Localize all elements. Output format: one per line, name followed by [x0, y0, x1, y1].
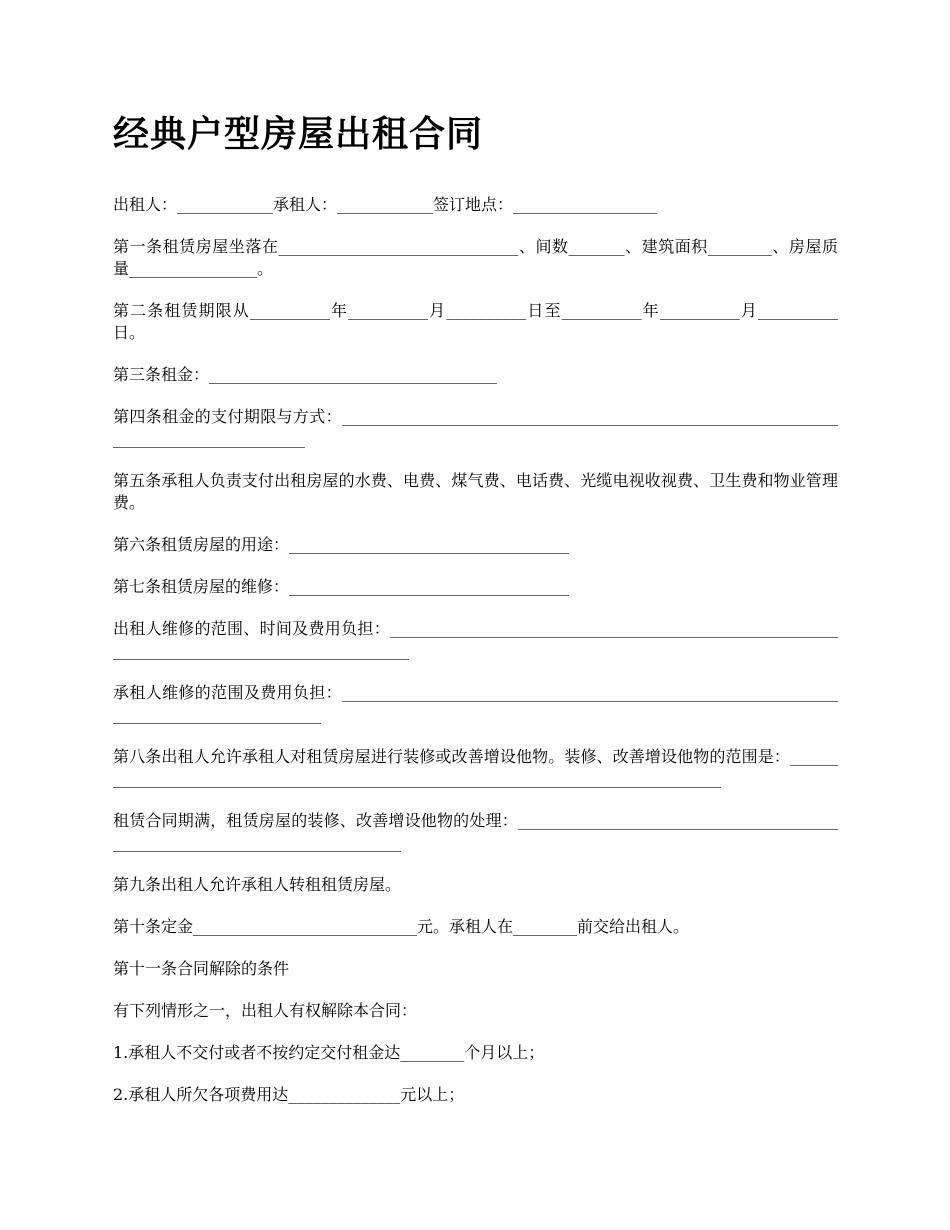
clause-6-usage: 第六条租赁房屋的用途：___________________________________ — [113, 535, 570, 554]
clause-4-payment-terms: 第四条租金的支付期限与方式：______________________________________________________________________________________ — [113, 407, 838, 448]
clause-5-utilities: 第五条承租人负责支付出租房屋的水费、电费、煤气费、电话费、光缆电视收视费、卫生费和物业管理费。 — [113, 471, 838, 512]
clause-1-property-location: 第一条租赁房屋坐落在______________________________、间数_______、建筑面积________、房屋质量________________。 — [113, 237, 838, 278]
renovation-disposal: 租赁合同期满，租赁房屋的装修、改善增设他物的处理：____________________________________________________________________________ — [113, 811, 838, 852]
clause-7-maintenance: 第七条租赁房屋的维修：___________________________________ — [113, 577, 570, 596]
clause-3-rent: 第三条租金：____________________________________ — [113, 365, 498, 384]
landlord-maintenance: 出租人维修的范围、时间及费用负担：_____________________________________________________________________________________________ — [113, 619, 838, 660]
clause-10-deposit: 第十条定金____________________________元。承租人在________前交给出租人。 — [113, 917, 690, 936]
termination-item-1: 1.承租人不交付或者不按约定交付租金达________个月以上； — [113, 1043, 545, 1062]
document-title: 经典户型房屋出租合同 — [113, 114, 484, 155]
clause-11-termination: 第十一条合同解除的条件 — [113, 959, 290, 978]
tenant-maintenance: 承租人维修的范围及费用负担：________________________________________________________________________________________ — [113, 683, 838, 724]
clause-8-renovation: 第八条出租人允许承租人对租赁房屋进行装修或改善增设他物。装修、改善增设他物的范围是：__________________________________________________________________________________ — [113, 747, 838, 788]
clause-2-lease-term: 第二条租赁期限从__________年__________月__________日至__________年__________月__________日。 — [113, 301, 838, 342]
termination-item-2: 2.承租人所欠各项费用达______________元以上； — [113, 1085, 465, 1104]
termination-intro: 有下列情形之一，出租人有权解除本合同： — [113, 1001, 418, 1020]
clause-9-sublease: 第九条出租人允许承租人转租租赁房屋。 — [113, 875, 402, 894]
contract-parties: 出租人：____________承租人：____________签订地点：__________________ — [113, 195, 658, 214]
